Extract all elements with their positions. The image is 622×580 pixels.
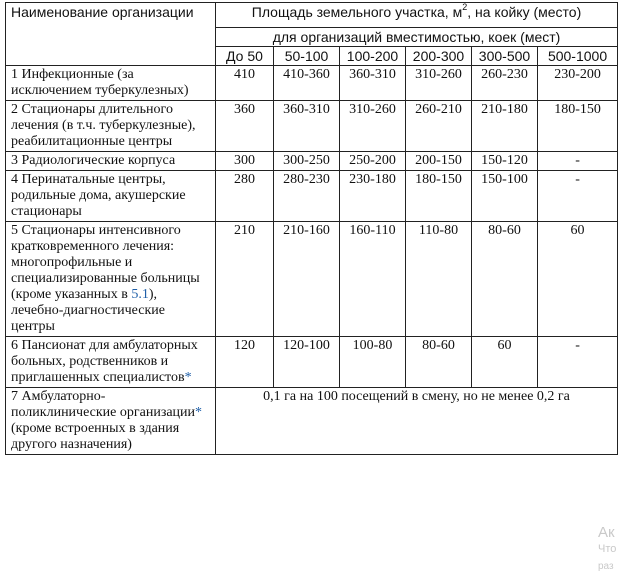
row-value: 180-150 bbox=[406, 171, 472, 222]
activation-watermark bbox=[598, 524, 616, 575]
row-organization-name: 4 Перинатальные центры, родильные дома, акушерские стационары bbox=[6, 171, 216, 222]
row-value: 280 bbox=[216, 171, 274, 222]
header-capacity-subtitle: для организаций вместимостью, коек (мест) bbox=[216, 28, 618, 47]
table-row bbox=[6, 66, 618, 101]
row-value: 210 bbox=[216, 222, 274, 337]
row-value: 260-210 bbox=[406, 101, 472, 152]
row-value: 310-260 bbox=[340, 101, 406, 152]
row-value: 300 bbox=[216, 152, 274, 171]
row-value: 110-80 bbox=[406, 222, 472, 337]
table-row bbox=[6, 152, 618, 171]
watermark-line: раз bbox=[598, 561, 614, 572]
row-value: 200-150 bbox=[406, 152, 472, 171]
row-value: 230-180 bbox=[340, 171, 406, 222]
watermark-line: Ак bbox=[598, 524, 615, 541]
row-organization-name: 5 Стационары интенсивного кратковременного лечения: многопрофильные и специализированные больницы (кроме указанных в 5.1), лечебно-диагностические центры bbox=[6, 222, 216, 337]
row-value: 360 bbox=[216, 101, 274, 152]
row-value: 160-110 bbox=[340, 222, 406, 337]
table-row bbox=[6, 337, 618, 388]
row-value: 260-230 bbox=[472, 66, 538, 101]
row-organization-name: 6 Пансионат для амбулаторных больных, родственников и приглашенных специалистов* bbox=[6, 337, 216, 388]
row-value: 410-360 bbox=[274, 66, 340, 101]
row-value: 360-310 bbox=[340, 66, 406, 101]
row-value: 210-180 bbox=[472, 101, 538, 152]
row-value: - bbox=[538, 171, 618, 222]
table-row bbox=[6, 222, 618, 337]
row-value: 230-200 bbox=[538, 66, 618, 101]
row-value: 60 bbox=[538, 222, 618, 337]
row-value: 150-120 bbox=[472, 152, 538, 171]
row-organization-name: 2 Стационары длительного лечения (в т.ч. туберкулезные), реабилитационные центры bbox=[6, 101, 216, 152]
row-value: 250-200 bbox=[340, 152, 406, 171]
row-value: 60 bbox=[472, 337, 538, 388]
land-area-norms-table bbox=[5, 2, 618, 455]
row-value: 410 bbox=[216, 66, 274, 101]
row-value: 150-100 bbox=[472, 171, 538, 222]
footnote-asterisk-link[interactable]: * bbox=[195, 405, 203, 420]
row-value: 210-160 bbox=[274, 222, 340, 337]
row-value: 280-230 bbox=[274, 171, 340, 222]
row-value: 80-60 bbox=[406, 337, 472, 388]
watermark-line: Что bbox=[598, 543, 617, 555]
row-value: 120 bbox=[216, 337, 274, 388]
header-capacity-col: 300-500 bbox=[472, 47, 538, 66]
row-note: 0,1 га на 100 посещений в смену, но не менее 0,2 га bbox=[216, 388, 618, 455]
header-organization-name: Наименование организации bbox=[6, 3, 216, 66]
header-capacity-col: До 50 bbox=[216, 47, 274, 66]
row-value: 360-310 bbox=[274, 101, 340, 152]
row-value: - bbox=[538, 152, 618, 171]
table-row bbox=[6, 171, 618, 222]
header-capacity-col: 500-1000 bbox=[538, 47, 618, 66]
row-value: 300-250 bbox=[274, 152, 340, 171]
header-row-1 bbox=[6, 3, 618, 28]
table-row bbox=[6, 388, 618, 455]
header-capacity-col: 50-100 bbox=[274, 47, 340, 66]
row-value: 310-260 bbox=[406, 66, 472, 101]
row-value: 120-100 bbox=[274, 337, 340, 388]
header-capacity-col: 100-200 bbox=[340, 47, 406, 66]
row-value: - bbox=[538, 337, 618, 388]
row-organization-name: 3 Радиологические корпуса bbox=[6, 152, 216, 171]
row-value: 180-150 bbox=[538, 101, 618, 152]
table-row bbox=[6, 101, 618, 152]
row-organization-name: 1 Инфекционные (за исключением туберкулезных) bbox=[6, 66, 216, 101]
header-land-area-title: Площадь земельного участка, $м^2$, на койку (место) bbox=[216, 3, 618, 28]
section-reference-link[interactable]: 5.1 bbox=[131, 287, 149, 302]
footnote-asterisk-link[interactable]: * bbox=[184, 370, 192, 385]
row-organization-name: 7 Амбулаторно-поликлинические организации* (кроме встроенных в здания другого назначения) bbox=[6, 388, 216, 455]
row-value: 100-80 bbox=[340, 337, 406, 388]
header-capacity-col: 200-300 bbox=[406, 47, 472, 66]
row-value: 80-60 bbox=[472, 222, 538, 337]
